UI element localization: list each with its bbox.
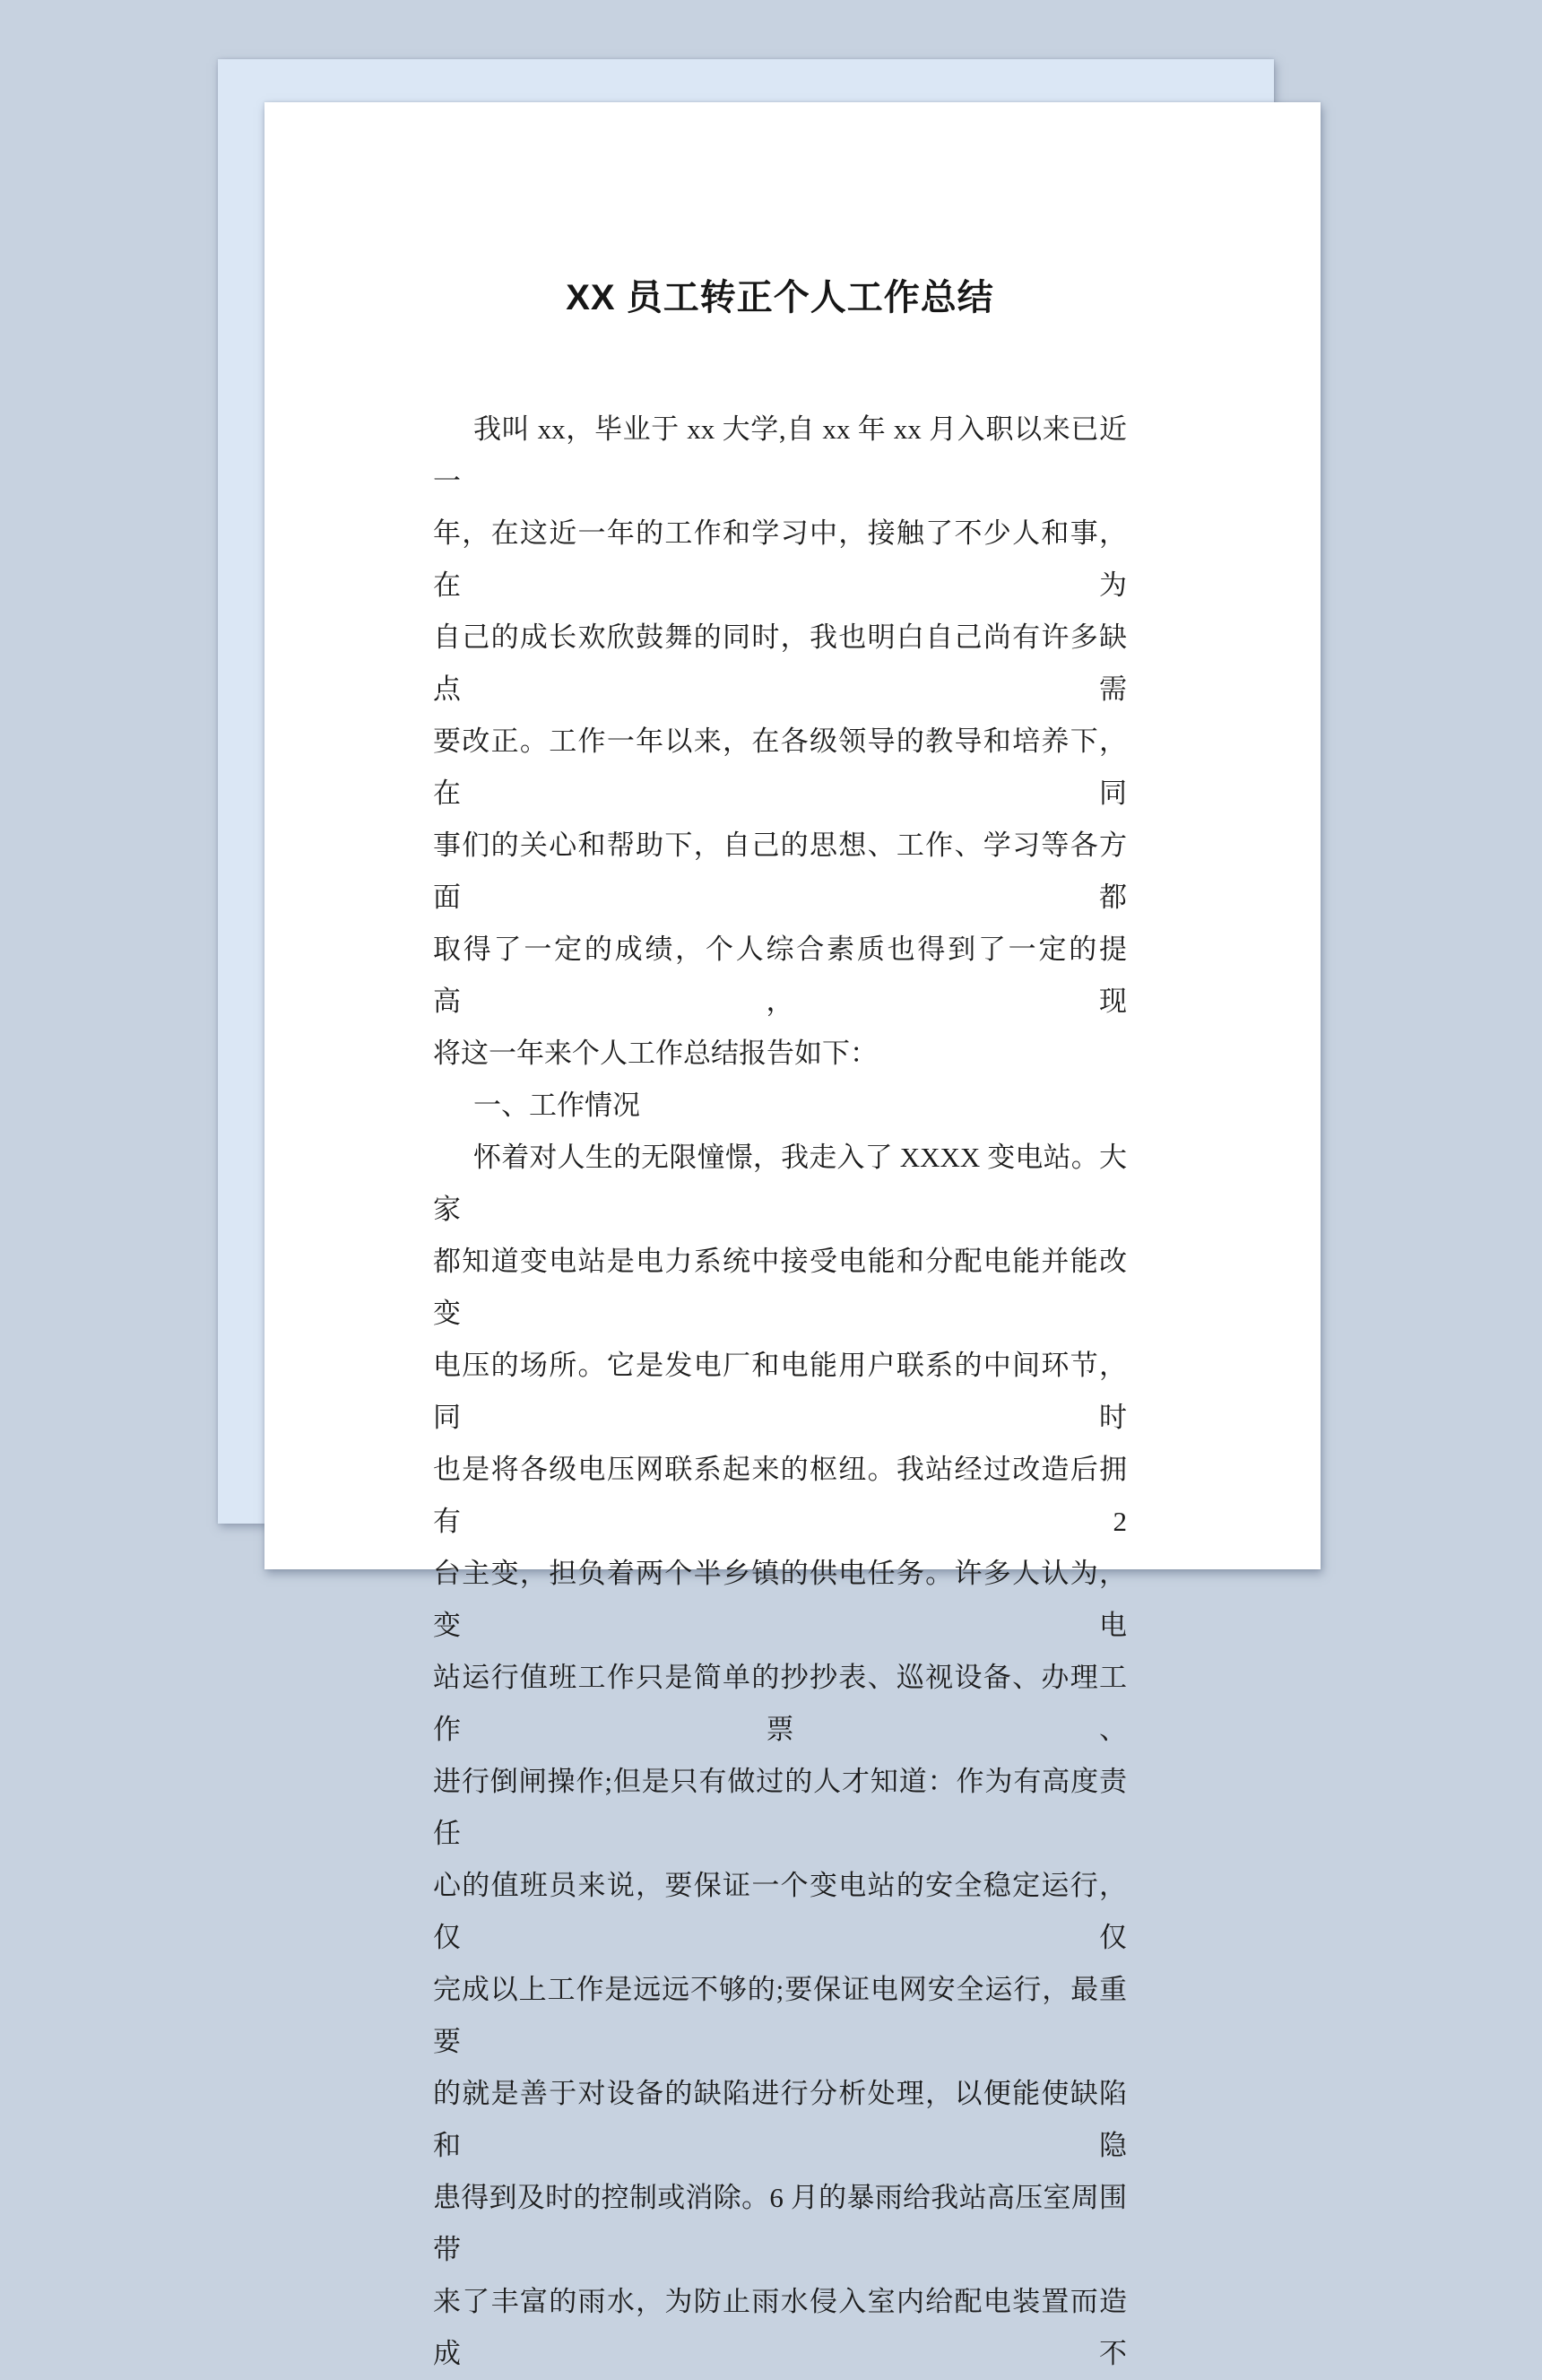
text-line: 一、工作情况 (473, 1090, 640, 1121)
text-line: 我叫 xx，毕业于 xx 大学,自 xx 年 xx 月入职以来已近一 (433, 413, 1127, 497)
front-page-sheet (264, 102, 1321, 2369)
text-line: 将这一年来个人工作总结报告如下： (433, 1038, 878, 1069)
text-line: 的就是善于对设备的缺陷进行分析处理，以便能使缺陷和隐 (433, 2078, 1127, 2161)
text-line: 怀着对人生的无限憧憬，我走入了 XXXX 变电站。大家 (433, 1142, 1127, 1225)
text-line: 患得到及时的控制或消除。6 月的暴雨给我站高压室周围带 (433, 2182, 1127, 2265)
text-line: 电压的场所。它是发电厂和电能用户联系的中间环节，同时 (433, 1350, 1127, 1433)
text-line: 年，在这近一年的工作和学习中，接触了不少人和事，在为 (433, 517, 1127, 601)
text-line: 心的值班员来说，要保证一个变电站的安全稳定运行，仅仅 (433, 1870, 1127, 1953)
document-body (433, 404, 1127, 2380)
text-line: 站运行值班工作只是简单的抄抄表、巡视设备、办理工作票、 (433, 1662, 1127, 1745)
text-line: 自己的成长欢欣鼓舞的同时，我也明白自己尚有许多缺点需 (433, 621, 1127, 705)
paragraph (433, 404, 1127, 1080)
text-line: 要改正。工作一年以来，在各级领导的教导和培养下，在同 (433, 725, 1127, 809)
document-title: XX 员工转正个人工作总结 (566, 278, 994, 317)
text-line: 台主变，担负着两个半乡镇的供电任务。许多人认为，变电 (433, 1558, 1127, 1641)
section-heading (433, 1080, 1127, 1132)
text-line: 也是将各级电压网联系起来的枢纽。我站经过改造后拥有 2 (433, 1454, 1127, 1537)
text-line: 进行倒闸操作;但是只有做过的人才知道：作为有高度责任 (433, 1766, 1127, 1849)
text-line: 来了丰富的雨水，为防止雨水侵入室内给配电装置而造成不 (433, 2286, 1127, 2369)
paragraph (433, 1132, 1127, 2380)
text-line: 取得了一定的成绩，个人综合素质也得到了一定的提高，现 (433, 934, 1127, 1017)
text-line: 都知道变电站是电力系统中接受电能和分配电能并能改变 (433, 1246, 1127, 1329)
text-line: 事们的关心和帮助下，自己的思想、工作、学习等各方面都 (433, 830, 1127, 913)
text-line: 完成以上工作是远远不够的;要保证电网安全运行，最重要 (433, 1974, 1127, 2057)
